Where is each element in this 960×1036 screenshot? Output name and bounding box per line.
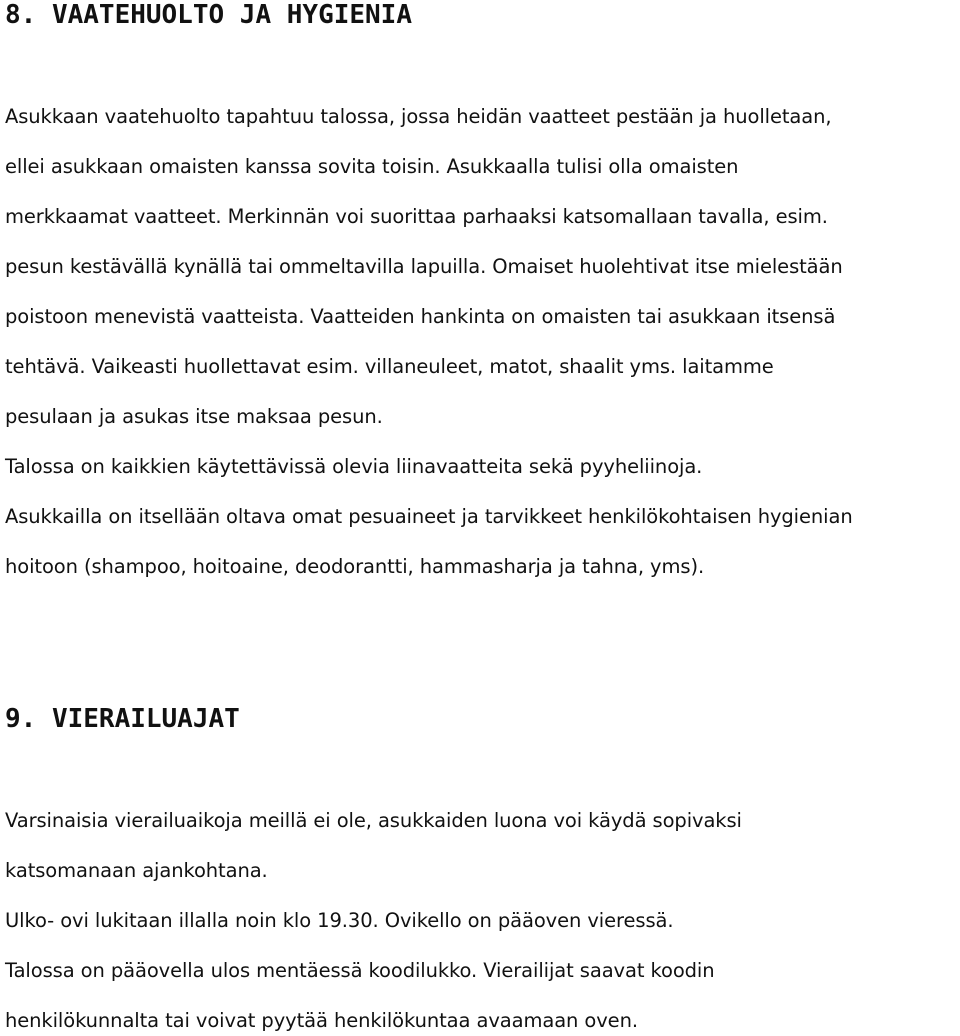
paragraph-line: pesun kestävällä kynällä tai ommeltavilla lapuilla. Omaiset huolehtivat itse mielestään — [5, 255, 843, 278]
paragraph-line: Talossa on kaikkien käytettävissä olevia liinavaatteita sekä pyyheliinoja. — [5, 455, 703, 478]
paragraph-line: Ulko- ovi lukitaan illalla noin klo 19.30. Ovikello on pääoven vieressä. — [5, 909, 674, 932]
paragraph-line: Asukkaan vaatehuolto tapahtuu talossa, jossa heidän vaatteet pestään ja huolletaan, — [5, 105, 832, 128]
paragraph-line: ellei asukkaan omaisten kanssa sovita toisin. Asukkaalla tulisi olla omaisten — [5, 155, 739, 178]
paragraph-line: Asukkailla on itsellään oltava omat pesuaineet ja tarvikkeet henkilökohtaisen hygienian — [5, 505, 853, 528]
section-heading-clothing-hygiene: 8. VAATEHUOLTO JA HYGIENIA — [5, 0, 412, 30]
paragraph-line: pesulaan ja asukas itse maksaa pesun. — [5, 405, 383, 428]
paragraph-line: Varsinaisia vierailuaikoja meillä ei ole, asukkaiden luona voi käydä sopivaksi — [5, 809, 742, 832]
paragraph-line: hoitoon (shampoo, hoitoaine, deodorantti, hammasharja ja tahna, yms). — [5, 555, 705, 578]
paragraph-line: henkilökunnalta tai voivat pyytää henkilökuntaa avaamaan oven. — [5, 1009, 638, 1032]
paragraph-line: merkkaamat vaatteet. Merkinnän voi suorittaa parhaaksi katsomallaan tavalla, esim. — [5, 205, 828, 228]
paragraph-line: katsomanaan ajankohtana. — [5, 859, 268, 882]
section-heading-visiting-hours: 9. VIERAILUAJAT — [5, 704, 240, 734]
paragraph-line: poistoon menevistä vaatteista. Vaatteiden hankinta on omaisten tai asukkaan itsensä — [5, 305, 836, 328]
paragraph-line: tehtävä. Vaikeasti huollettavat esim. villaneuleet, matot, shaalit yms. laitamme — [5, 355, 774, 378]
paragraph-line: Talossa on pääovella ulos mentäessä koodilukko. Vierailijat saavat koodin — [5, 959, 715, 982]
